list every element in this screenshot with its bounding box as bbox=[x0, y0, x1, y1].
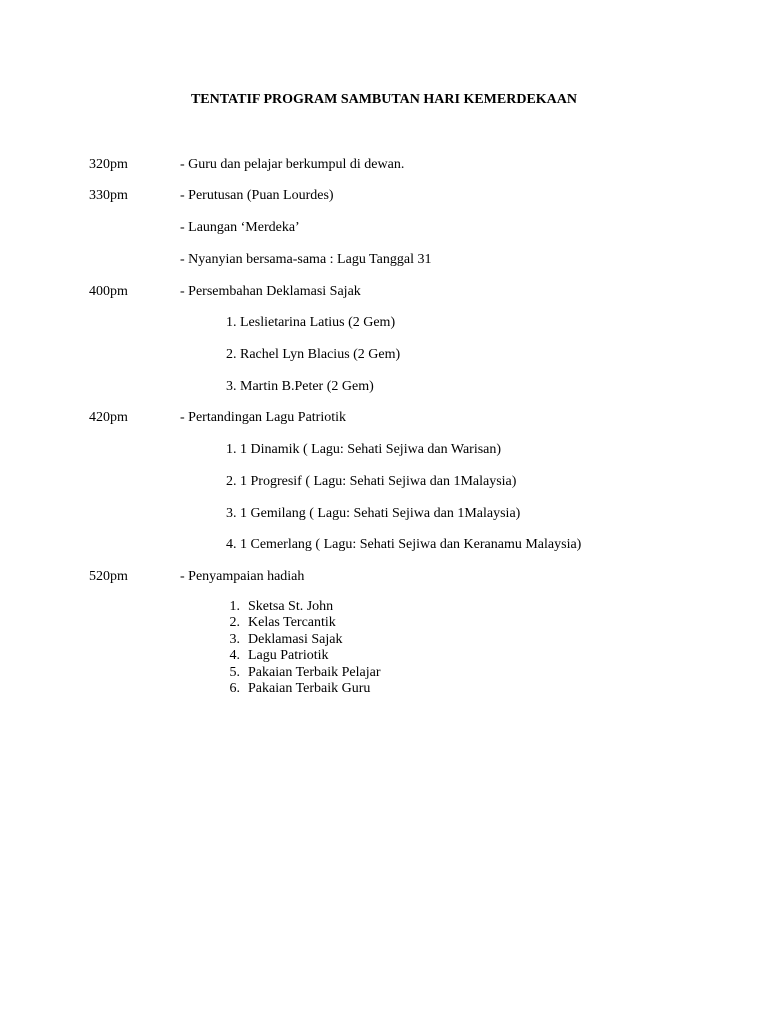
prize-item: Pakaian Terbaik Pelajar bbox=[248, 665, 381, 680]
prize-number: 1. bbox=[229, 599, 240, 614]
schedule-item: - Persembahan Deklamasi Sajak bbox=[180, 284, 361, 299]
schedule-time: 330pm bbox=[89, 188, 128, 203]
schedule-subitem: 1. 1 Dinamik ( Lagu: Sehati Sejiwa dan Warisan) bbox=[226, 442, 502, 457]
document-title: TENTATIF PROGRAM SAMBUTAN HARI KEMERDEKAAN bbox=[190, 92, 578, 107]
prize-number: 5. bbox=[229, 665, 240, 680]
prize-number: 2. bbox=[229, 615, 240, 630]
schedule-subitem: 3. Martin B.Peter (2 Gem) bbox=[226, 379, 374, 394]
schedule-subitem: 4. 1 Cemerlang ( Lagu: Sehati Sejiwa dan Keranamu Malaysia) bbox=[226, 537, 582, 552]
schedule-subitem: 3. 1 Gemilang ( Lagu: Sehati Sejiwa dan 1Malaysia) bbox=[226, 506, 521, 521]
schedule-time: 400pm bbox=[89, 284, 128, 299]
prize-number: 6. bbox=[229, 681, 240, 696]
schedule-subitem: 2. Rachel Lyn Blacius (2 Gem) bbox=[226, 347, 401, 362]
prize-item: Pakaian Terbaik Guru bbox=[248, 681, 371, 696]
schedule-time: 320pm bbox=[89, 157, 128, 172]
schedule-time: 420pm bbox=[89, 410, 128, 425]
schedule-item: - Guru dan pelajar berkumpul di dewan. bbox=[180, 157, 405, 172]
prize-item: Deklamasi Sajak bbox=[248, 632, 343, 647]
prize-item: Sketsa St. John bbox=[248, 599, 334, 614]
schedule-item: - Pertandingan Lagu Patriotik bbox=[180, 410, 347, 425]
prize-number: 3. bbox=[229, 632, 240, 647]
prize-item: Lagu Patriotik bbox=[248, 648, 329, 663]
schedule-item: - Perutusan (Puan Lourdes) bbox=[180, 188, 334, 203]
schedule-time: 520pm bbox=[89, 569, 128, 584]
schedule-item: - Nyanyian bersama-sama : Lagu Tanggal 31 bbox=[180, 252, 432, 267]
schedule-item: - Laungan ‘Merdeka’ bbox=[180, 220, 300, 235]
schedule-item: - Penyampaian hadiah bbox=[180, 569, 305, 584]
schedule-subitem: 1. Leslietarina Latius (2 Gem) bbox=[226, 315, 396, 330]
schedule-subitem: 2. 1 Progresif ( Lagu: Sehati Sejiwa dan 1Malaysia) bbox=[226, 474, 517, 489]
prize-item: Kelas Tercantik bbox=[248, 615, 336, 630]
prize-number: 4. bbox=[229, 648, 240, 663]
